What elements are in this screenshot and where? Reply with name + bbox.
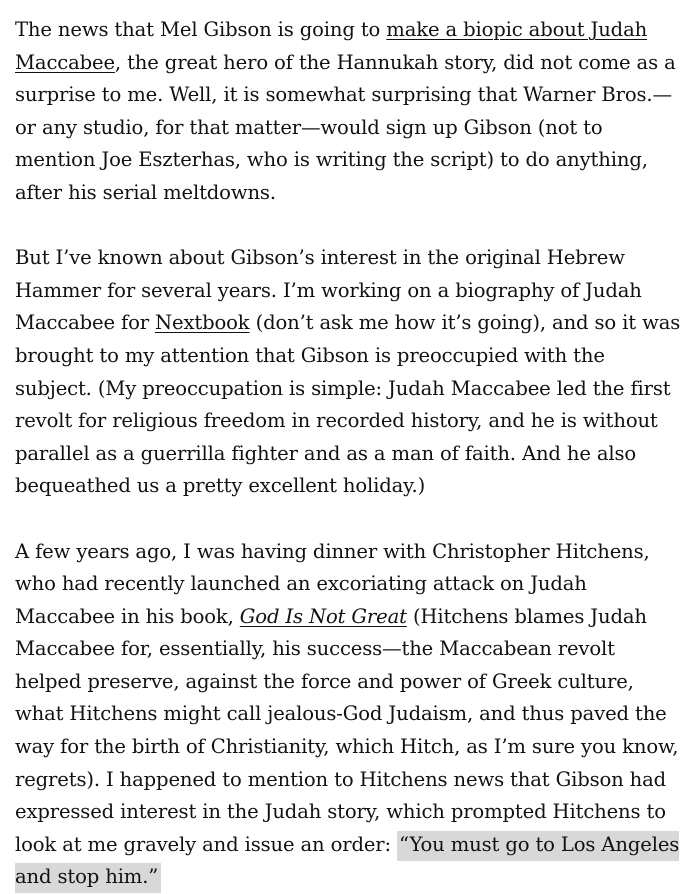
paragraph-2 [15,242,683,503]
paragraph-2-text-a: But I’ve known about Gibson’s interest in the original Hebrew Hammer for several years. I’m working on a biography of Judah Maccabee for [15,246,642,334]
paragraph-1-text-b: , the great hero of the Hannukah story, did not come as a surprise to me. Well, it is somewhat surprising that Warner Bros.—or any studio, for that matter—would sign up Gibson (not to mention Joe Eszterhas, who is writing the script) to do anything, after his serial meltdowns. [15,51,676,204]
nextbook-link[interactable]: Nextbook [155,311,249,334]
paragraph-3-text-b: (Hitchens blames Judah Maccabee for, essentially, his success—the Maccabean revolt helped preserve, against the force and power of Greek culture, what Hitchens might call jealous-God Judaism, and thus paved the way for the birth of Christianity, which Hitch, as I’m sure you know, regrets). I happened to mention to Hitchens news that Gibson had expressed interest in the Judah story, which prompted Hitchens to look at me gravely and issue an order: [15,605,678,856]
paragraph-1 [15,14,683,210]
god-is-not-great-link[interactable]: God Is Not Great [240,605,407,628]
paragraph-3 [15,536,683,894]
highlighted-quote: “You must go to Los Angeles and stop him.” [15,831,679,894]
biopic-link[interactable]: make a biopic about Judah Maccabee [15,18,647,74]
paragraph-3-text-a: A few years ago, I was having dinner with Christopher Hitchens, who had recently launched an excoriating attack on Judah Maccabee in his book, [15,540,650,628]
paragraph-2-text-b: (don’t ask me how it’s going), and so it was brought to my attention that Gibson is preoccupied with the subject. (My preoccupation is simple: Judah Maccabee led the first revolt for religious freedom in recorded history, and he is without parallel as a guerrilla fighter and as a man of faith. And he also bequeathed us a pretty excellent holiday.) [15,311,680,497]
paragraph-1-text-a: The news that Mel Gibson is going to [15,18,386,41]
